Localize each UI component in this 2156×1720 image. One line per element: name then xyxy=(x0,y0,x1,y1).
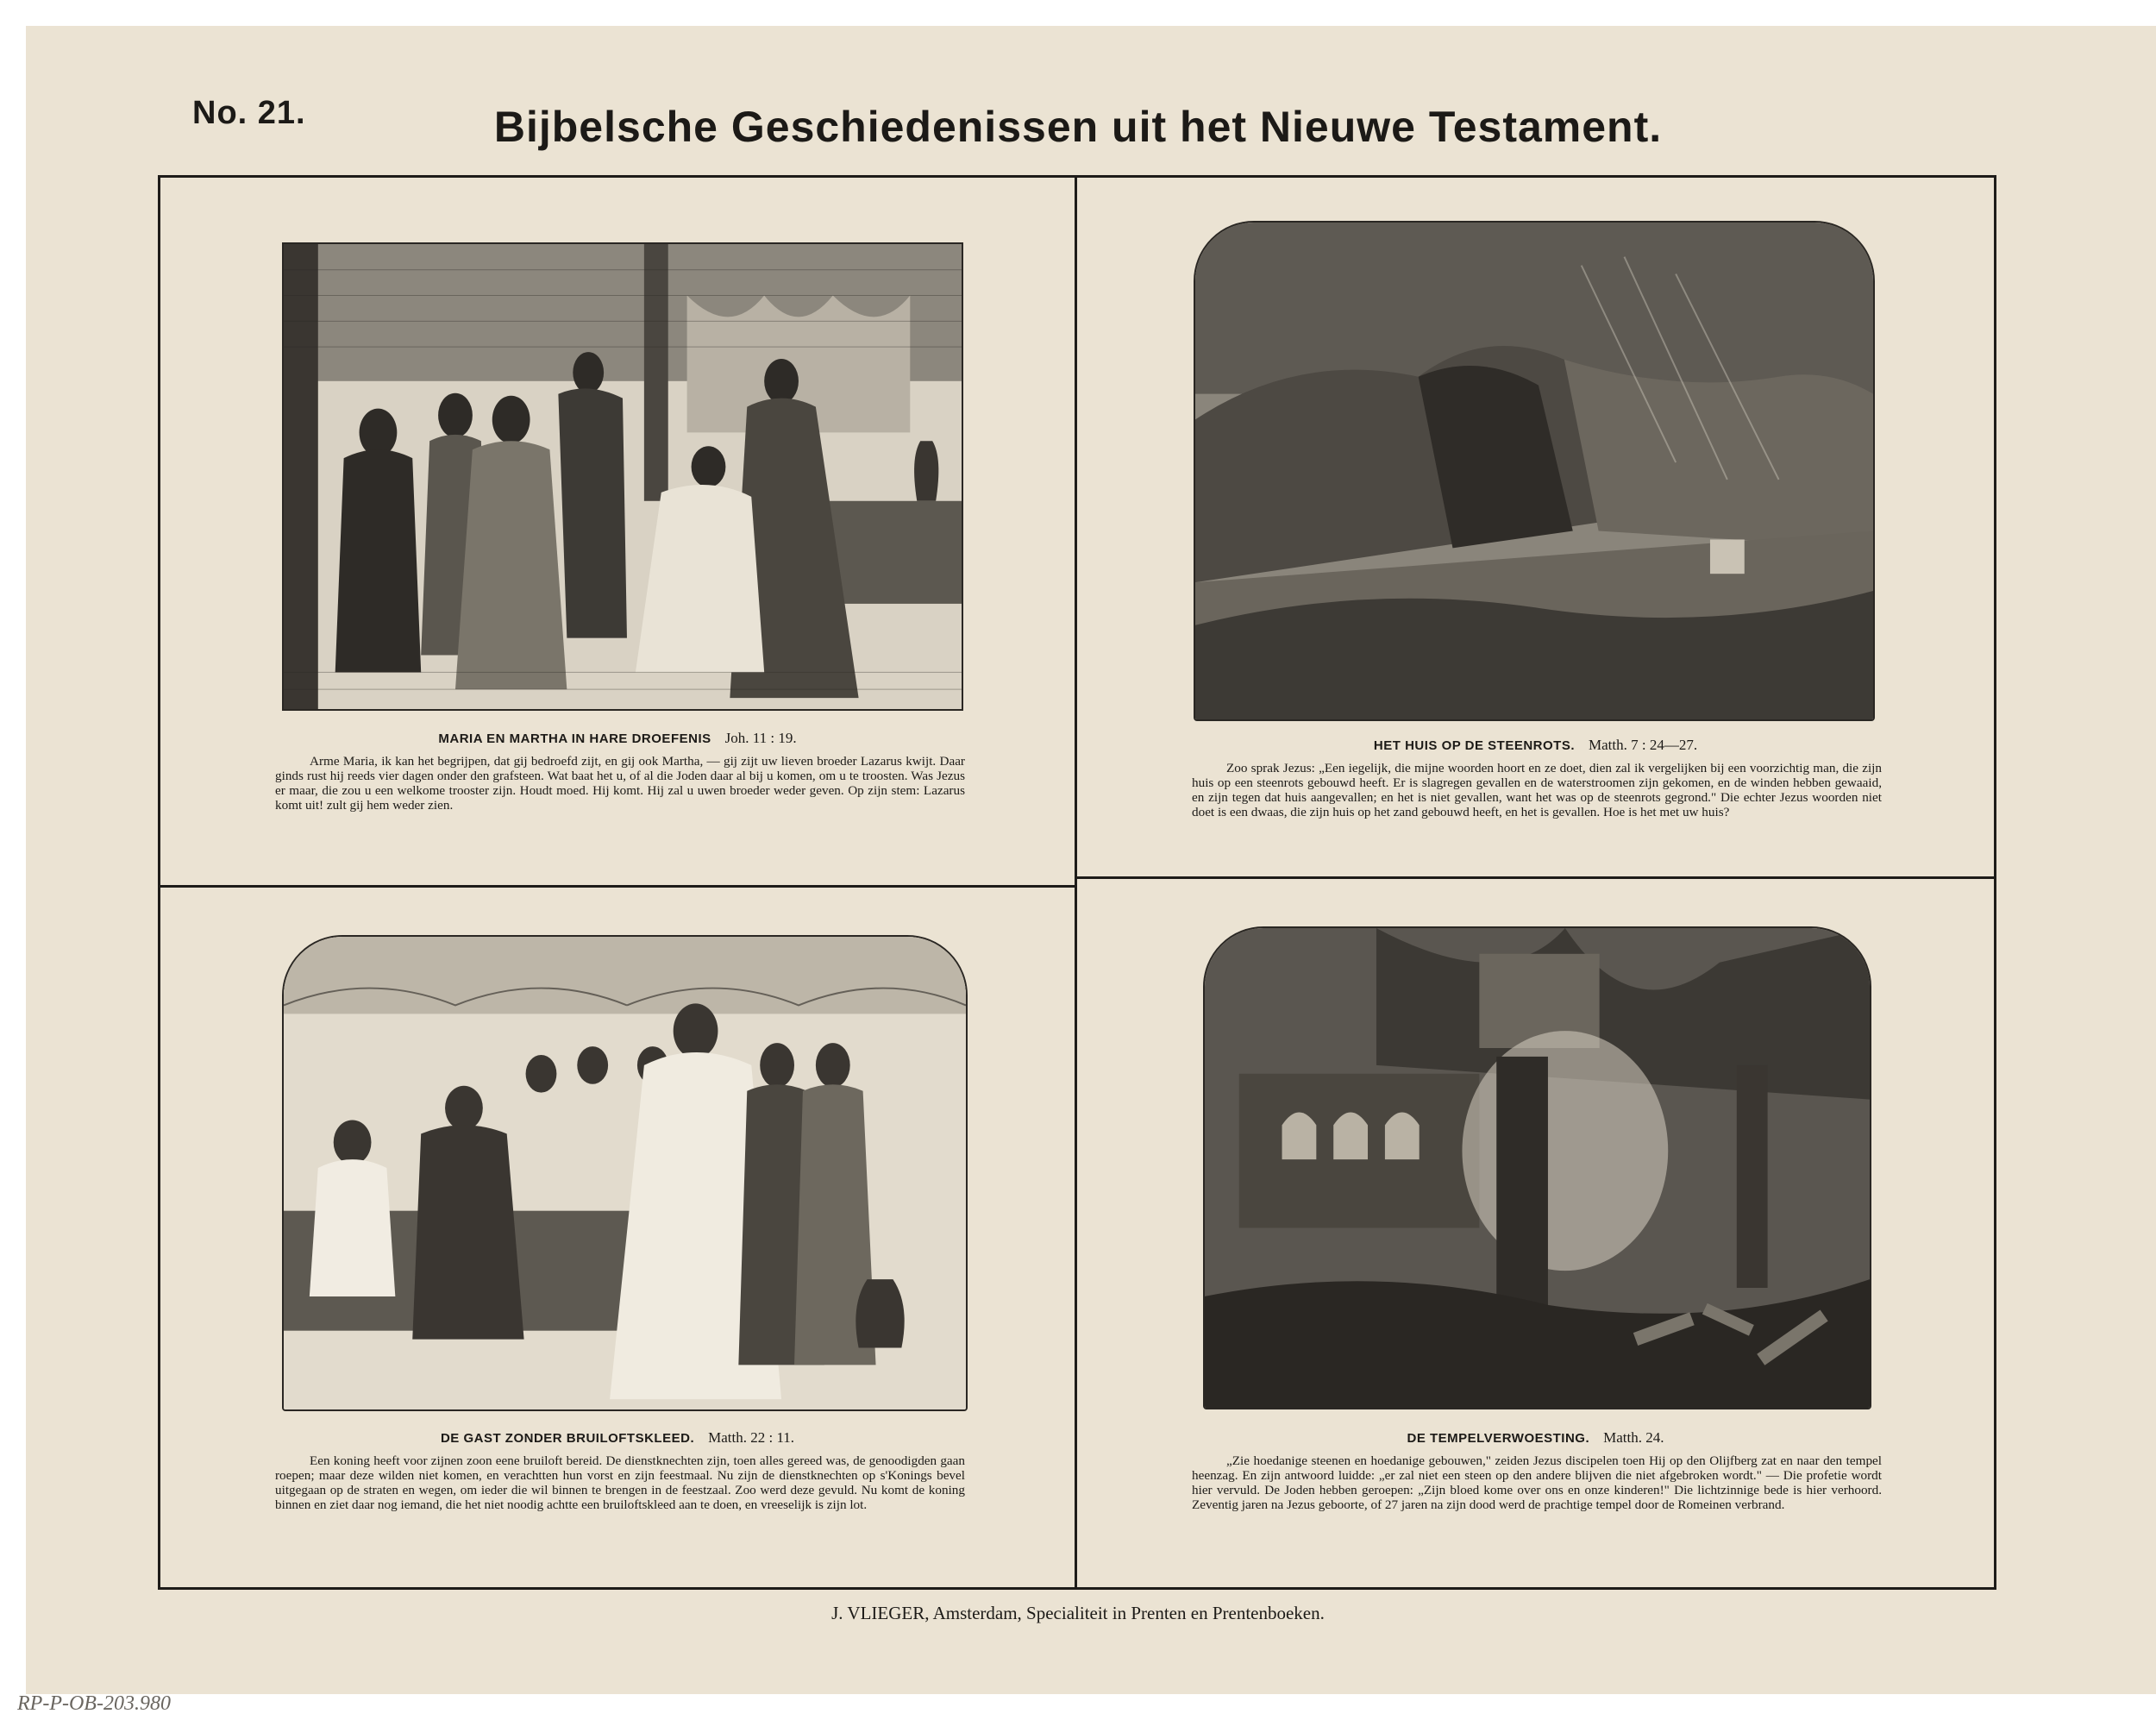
panel-reference: Matth. 24. xyxy=(1603,1429,1664,1446)
panel-heading: DE TEMPELVERWOESTING. xyxy=(1407,1431,1590,1446)
panel-huis-steenrots xyxy=(1077,178,1994,876)
panel-text: Een koning heeft voor zijnen zoon eene bruiloft bereid. De dienstknechten zijn, toen alles gereed was, de genoodigden gaan roepen; maar deze wilden niet komen, en verachtten hun vorst en zijn feestmaal. Nu zijn de dienstknechten op s'Konings bevel uitgegaan op de straten en wegen, om ieder die wil binnen te brengen in de feestzaal. Zoo werd deze gevuld. Nu komt de koning binnen en ziet daar nog iemand, die het niet noodig achtte een bruiloftskleed aan te doen, en vreeselijk is zijn lot. xyxy=(275,1453,965,1512)
panel-frame xyxy=(158,175,1996,1590)
inventory-number: RP-P-OB-203.980 xyxy=(17,1692,171,1715)
caption-tempelverwoesting xyxy=(1077,1429,1994,1447)
panel-gast-bruiloftskleed xyxy=(160,888,1075,1591)
panel-heading: MARIA EN MARTHA IN HARE DROEFENIS xyxy=(438,731,711,746)
engraving-maria-martha xyxy=(282,242,963,711)
panel-heading: DE GAST ZONDER BRUILOFTSKLEED. xyxy=(440,1431,695,1446)
panel-maria-martha xyxy=(160,178,1075,885)
panel-text: „Zie hoedanige steenen en hoedanige gebouwen," zeiden Jezus discipelen toen Hij op den Olijfberg zat en naar den tempel heenzag. En zijn antwoord luidde: „er zal niet een steen op den andere blijven die niet afgebroken wordt." — Die profetie wordt hier vervuld. De Joden hebben geroepen: „Zijn bloed kome over ons en onze kinderen!" Die lichtzinnige bede is hier verhoord. Zeventig jaren na Jezus geboorte, of 27 jaren na zijn dood werd de prachtige tempel door de Romeinen verbrand. xyxy=(1192,1453,1882,1512)
panel-text: Arme Maria, ik kan het begrijpen, dat gij bedroefd zijt, en gij ook Martha, — gij zijt uw lieven broeder Lazarus kwijt. Daar ginds rust hij reeds vier dagen onder den grafsteen. Wat baat het u, of al die Joden daar al bij u komen, om u te troosten. Was Jezus er maar, die zou u een welkome trooster zijn. Houdt moed. Hij komt. Hij zal u uwen broeder weder geven. Op zijn stem: Lazarus komt uit! zult gij hem weder zien. xyxy=(275,754,965,813)
publisher-imprint: J. VLIEGER, Amsterdam, Specialiteit in Prenten en Prentenboeken. xyxy=(831,1603,1325,1623)
caption-maria-martha xyxy=(160,730,1075,747)
engraving-huis-steenrots xyxy=(1194,221,1875,721)
panel-tempelverwoesting xyxy=(1077,879,1994,1591)
panel-reference: Matth. 22 : 11. xyxy=(708,1429,795,1446)
panel-heading: HET HUIS OP DE STEENROTS. xyxy=(1373,738,1575,753)
panel-reference: Joh. 11 : 19. xyxy=(724,730,797,746)
engraving-gast-bruiloftskleed xyxy=(282,935,968,1411)
sheet-title: Bijbelsche Geschiedenissen uit het Nieuwe Testament. xyxy=(493,103,1663,151)
panel-reference: Matth. 7 : 24—27. xyxy=(1589,737,1698,753)
engraving-tempelverwoesting xyxy=(1203,926,1871,1409)
caption-gast-bruiloftskleed xyxy=(160,1429,1075,1447)
caption-huis-steenrots xyxy=(1077,737,1994,754)
sheet-number: No. 21. xyxy=(192,95,306,131)
panel-text: Zoo sprak Jezus: „Een iegelijk, die mijne woorden hoort en ze doet, dien zal ik vergelijken bij een voorzichtig man, die zijn huis op een steenrots gebouwd heeft. Er is slagregen gevallen en de waterstroomen zijn gekomen, en de winden hebben gewaaid, en zijn tegen dat huis aangevallen; en het is niet gevallen, want het was op de steenrots gegrond." Die echter Jezus woorden niet doet is een dwaas, die zijn huis op het zand gebouwd heeft, en het is gevallen. Hoe is het met uw huis? xyxy=(1192,761,1882,819)
